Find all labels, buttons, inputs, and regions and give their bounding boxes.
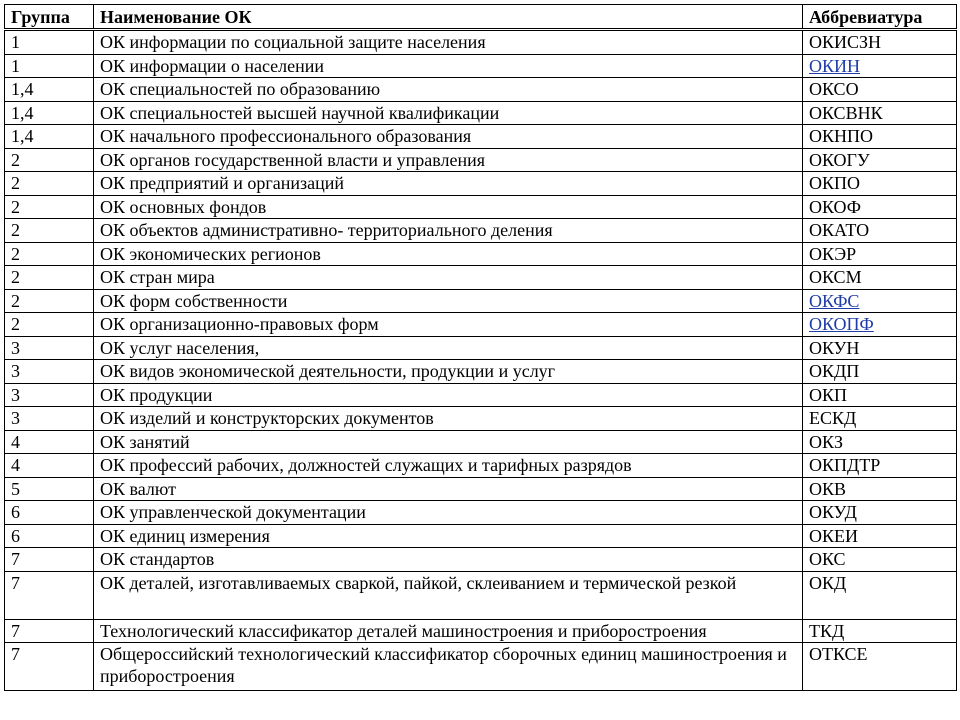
cell-name: ОК стандартов: [94, 548, 803, 572]
cell-abbr: ЕСКД: [803, 407, 957, 431]
cell-group: 1,4: [5, 78, 94, 102]
table-row: [5, 477, 957, 501]
cell-name: ОК специальностей высшей научной квалификации: [94, 101, 803, 125]
cell-group: 2: [5, 148, 94, 172]
cell-name: ОК продукции: [94, 383, 803, 407]
cell-group: 1,4: [5, 125, 94, 149]
cell-group: 2: [5, 289, 94, 313]
table-row: [5, 289, 957, 313]
table-row: [5, 101, 957, 125]
cell-group: 5: [5, 477, 94, 501]
cell-abbr: ТКД: [803, 619, 957, 643]
cell-name: ОК информации по социальной защите населения: [94, 30, 803, 55]
cell-abbr: ОКАТО: [803, 219, 957, 243]
table-row: [5, 313, 957, 337]
abbr-link[interactable]: ОКФС: [809, 290, 860, 311]
cell-abbr: ОКД: [803, 571, 957, 619]
cell-name: ОК валют: [94, 477, 803, 501]
cell-abbr: ОКПО: [803, 172, 957, 196]
cell-name: ОК основных фондов: [94, 195, 803, 219]
table-row: [5, 219, 957, 243]
cell-group: 4: [5, 430, 94, 454]
table-row: [5, 501, 957, 525]
header-abbr: Аббревиатура: [803, 5, 957, 30]
cell-group: 6: [5, 524, 94, 548]
cell-group: 2: [5, 195, 94, 219]
cell-name: ОК профессий рабочих, должностей служащих и тарифных разрядов: [94, 454, 803, 478]
cell-name: ОК управленческой документации: [94, 501, 803, 525]
cell-group: 7: [5, 643, 94, 691]
cell-abbr: ОКИСЗН: [803, 30, 957, 55]
cell-group: 1: [5, 30, 94, 55]
cell-abbr: ОКСМ: [803, 266, 957, 290]
cell-abbr: ОКЕИ: [803, 524, 957, 548]
cell-abbr: ОКОГУ: [803, 148, 957, 172]
cell-group: 3: [5, 383, 94, 407]
table-row: [5, 524, 957, 548]
table-row: [5, 148, 957, 172]
cell-name: Технологический классификатор деталей машиностроения и приборостроения: [94, 619, 803, 643]
cell-name: ОК стран мира: [94, 266, 803, 290]
cell-group: 2: [5, 172, 94, 196]
cell-name: ОК организационно-правовых форм: [94, 313, 803, 337]
cell-abbr: ОКУД: [803, 501, 957, 525]
cell-name: ОК объектов административно- территориального деления: [94, 219, 803, 243]
cell-group: 1,4: [5, 101, 94, 125]
cell-abbr: [803, 313, 957, 337]
abbr-link[interactable]: ОКОПФ: [809, 314, 874, 334]
cell-name: ОК видов экономической деятельности, продукции и услуг: [94, 360, 803, 384]
table-row: [5, 54, 957, 78]
cell-abbr: [803, 289, 957, 313]
cell-group: 7: [5, 571, 94, 619]
cell-abbr: ОКСО: [803, 78, 957, 102]
cell-group: 2: [5, 266, 94, 290]
cell-group: 1: [5, 54, 94, 78]
abbr-link[interactable]: ОКИН: [809, 55, 861, 76]
table-row: [5, 548, 957, 572]
cell-abbr: ОКНПО: [803, 125, 957, 149]
table-row: [5, 242, 957, 266]
cell-name: ОК услуг населения,: [94, 336, 803, 360]
cell-abbr: ОКЭР: [803, 242, 957, 266]
cell-abbr: ОКВ: [803, 477, 957, 501]
cell-name: ОК форм собственности: [94, 289, 803, 313]
cell-name: ОК деталей, изготавливаемых сваркой, пайкой, склеиванием и термической резкой: [94, 571, 803, 619]
cell-group: 3: [5, 336, 94, 360]
table-row: [5, 643, 957, 691]
table-row: [5, 619, 957, 643]
cell-abbr: ОКОФ: [803, 195, 957, 219]
cell-name: ОК информации о населении: [94, 54, 803, 78]
cell-group: 6: [5, 501, 94, 525]
cell-name: ОК органов государственной власти и управления: [94, 148, 803, 172]
cell-abbr: ОКП: [803, 383, 957, 407]
cell-abbr: ОКУН: [803, 336, 957, 360]
cell-group: 3: [5, 407, 94, 431]
cell-abbr: ОКДП: [803, 360, 957, 384]
cell-abbr: ОКС: [803, 548, 957, 572]
classifiers-table: [4, 4, 957, 691]
cell-abbr: ОКСВНК: [803, 101, 957, 125]
table-row: [5, 266, 957, 290]
cell-group: 3: [5, 360, 94, 384]
cell-name: ОК занятий: [94, 430, 803, 454]
cell-name: ОК изделий и конструкторских документов: [94, 407, 803, 431]
table-row: [5, 430, 957, 454]
cell-name: ОК предприятий и организаций: [94, 172, 803, 196]
table-row: [5, 571, 957, 619]
cell-name: ОК экономических регионов: [94, 242, 803, 266]
cell-group: 7: [5, 548, 94, 572]
cell-abbr: ОТКСЕ: [803, 643, 957, 691]
table-row: [5, 383, 957, 407]
table-header-row: [5, 5, 957, 30]
table-row: [5, 360, 957, 384]
table-row: [5, 78, 957, 102]
header-name: Наименование ОК: [94, 5, 803, 30]
cell-abbr: ОКПДТР: [803, 454, 957, 478]
table-row: [5, 125, 957, 149]
table-row: [5, 195, 957, 219]
cell-name: ОК начального профессионального образования: [94, 125, 803, 149]
cell-name: ОК единиц измерения: [94, 524, 803, 548]
table-row: [5, 336, 957, 360]
cell-group: 2: [5, 219, 94, 243]
cell-abbr: ОКЗ: [803, 430, 957, 454]
cell-group: 7: [5, 619, 94, 643]
table-row: [5, 172, 957, 196]
cell-group: 2: [5, 313, 94, 337]
cell-group: 2: [5, 242, 94, 266]
table-body: [5, 30, 957, 691]
table-row: [5, 454, 957, 478]
cell-name: Общероссийский технологический классификатор сборочных единиц машиностроения и приборостроения: [94, 643, 803, 691]
table-row: [5, 407, 957, 431]
header-group: Группа: [5, 5, 94, 30]
cell-name: ОК специальностей по образованию: [94, 78, 803, 102]
cell-group: 4: [5, 454, 94, 478]
cell-abbr: [803, 54, 957, 78]
table-row: [5, 30, 957, 55]
